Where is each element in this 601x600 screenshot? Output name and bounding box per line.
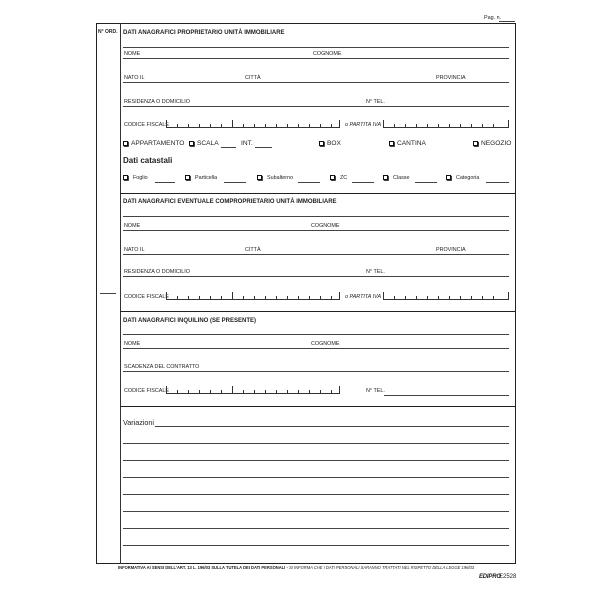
categoria-label: Categoria <box>456 175 480 181</box>
ord-header: N° ORD. <box>98 29 118 35</box>
s1-citta-label: CITTÀ <box>245 75 261 81</box>
negozio-checkbox[interactable] <box>473 141 478 146</box>
section1-divider <box>120 193 516 194</box>
page-number-label: Pag. n. <box>484 15 502 21</box>
footer-informativa-italic: SI INFORMA CHE I DATI PERSONALI SARANNO TRATTATI NEL RISPETTO DELLA LEGGE 196/03 <box>288 565 475 570</box>
foglio-checkbox[interactable] <box>123 175 128 180</box>
s3-cf-label: CODICE FISCALE <box>124 388 169 394</box>
s2-nome-cognome-line[interactable] <box>123 230 509 231</box>
s3-scadenza-line[interactable] <box>123 371 509 372</box>
s1-provincia-label: PROVINCIA <box>436 75 466 81</box>
section2-divider <box>120 311 516 312</box>
s1-cf-boxes[interactable] <box>166 121 340 128</box>
s2-piva-boxes[interactable] <box>383 293 509 300</box>
variazioni-line-6[interactable] <box>123 511 509 512</box>
cantina-checkbox[interactable] <box>389 141 394 146</box>
s3-tel-label: N° TEL. <box>366 388 385 394</box>
classe-line[interactable] <box>415 182 437 183</box>
box-checkbox[interactable] <box>319 141 324 146</box>
foglio-label: Foglio <box>133 175 148 181</box>
section3-divider <box>120 406 516 407</box>
variazioni-line-4[interactable] <box>123 477 509 478</box>
appartamento-checkbox[interactable] <box>123 141 128 146</box>
variazioni-label: Variazioni <box>123 418 155 427</box>
negozio-label: NEGOZIO <box>481 140 512 147</box>
s1-tel-label: N° TEL. <box>366 99 385 105</box>
s1-nato-citta-line[interactable] <box>123 82 509 83</box>
s1-residenza-line[interactable] <box>123 106 509 107</box>
s1-piva-label: o PARTITA IVA <box>345 122 382 128</box>
s2-nato-label: NATO IL <box>124 247 145 253</box>
int-line[interactable] <box>255 147 272 148</box>
product-code: E2528 <box>499 574 517 580</box>
s1-residenza-label: RESIDENZA O DOMICILIO <box>124 99 190 105</box>
s2-citta-label: CITTÀ <box>245 247 261 253</box>
variazioni-line-1[interactable] <box>155 426 509 427</box>
classe-label: Classe <box>393 175 410 181</box>
subalterno-checkbox[interactable] <box>257 175 262 180</box>
section3-title: DATI ANAGRAFICI INQUILINO (SE PRESENTE) <box>123 318 257 324</box>
s1-piva-boxes[interactable] <box>383 121 509 128</box>
ord-number-line[interactable] <box>100 293 116 294</box>
s2-tel-label: N° TEL. <box>366 269 385 275</box>
subalterno-label: Subalterno <box>267 175 294 181</box>
footer-informativa-bold: INFORMATIVA AI SENSI DELL'ART. 13 L. 196/03 SULLA TUTELA DEI DATI PERSONALI - <box>118 565 288 570</box>
s3-nome-cognome-line[interactable] <box>123 348 509 349</box>
s2-cognome-label: COGNOME <box>311 223 340 229</box>
zc-label: ZC <box>340 175 348 181</box>
s1-cognome-label: COGNOME <box>313 51 342 57</box>
foglio-line[interactable] <box>155 182 175 183</box>
page-number-line[interactable] <box>499 21 515 22</box>
scala-checkbox[interactable] <box>189 141 194 146</box>
s2-nato-citta-line[interactable] <box>123 254 509 255</box>
int-label: INT. <box>241 140 253 147</box>
scala-line[interactable] <box>221 147 236 148</box>
s2-residenza-label: RESIDENZA O DOMICILIO <box>124 269 190 275</box>
variazioni-line-3[interactable] <box>123 460 509 461</box>
s1-nome-cognome-line[interactable] <box>123 58 509 59</box>
s1-nato-label: NATO IL <box>124 75 145 81</box>
subalterno-line[interactable] <box>298 182 320 183</box>
footer-informativa <box>118 566 474 570</box>
particella-line[interactable] <box>224 182 246 183</box>
s2-piva-label: o PARTITA IVA <box>345 294 382 300</box>
classe-checkbox[interactable] <box>383 175 388 180</box>
s2-cf-label: CODICE FISCALE <box>124 294 169 300</box>
section2-title: DATI ANAGRAFICI EVENTUALE COMPROPRIETARIO UNITÀ IMMOBILIARE <box>123 199 337 205</box>
ord-column-divider <box>120 23 121 564</box>
zc-checkbox[interactable] <box>330 175 335 180</box>
section3-top-line <box>123 334 509 335</box>
s2-residenza-line[interactable] <box>123 276 509 277</box>
section2-top-line <box>123 216 509 217</box>
categoria-checkbox[interactable] <box>446 175 451 180</box>
variazioni-line-8[interactable] <box>123 545 509 546</box>
variazioni-line-7[interactable] <box>123 528 509 529</box>
s3-cf-boxes[interactable] <box>166 387 340 394</box>
variazioni-line-2[interactable] <box>123 443 509 444</box>
s3-scadenza-label: SCADENZA DEL CONTRATTO <box>124 364 200 370</box>
s1-cf-label: CODICE FISCALE <box>124 122 169 128</box>
s2-provincia-label: PROVINCIA <box>436 247 466 253</box>
section1-title: DATI ANAGRAFICI PROPRIETARIO UNITÀ IMMOBILIARE <box>123 30 285 36</box>
cantina-label: CANTINA <box>397 140 426 147</box>
s3-nome-label: NOME <box>124 341 141 347</box>
section1-top-line <box>123 47 509 48</box>
s2-cf-boxes[interactable] <box>166 293 340 300</box>
s3-tel-line[interactable] <box>384 395 509 396</box>
zc-line[interactable] <box>352 182 374 183</box>
appartamento-label: APPARTAMENTO <box>131 140 185 147</box>
s2-nome-label: NOME <box>124 223 141 229</box>
particella-checkbox[interactable] <box>185 175 190 180</box>
s1-nome-label: NOME <box>124 51 141 57</box>
s3-cognome-label: COGNOME <box>311 341 340 347</box>
box-label: BOX <box>327 140 341 147</box>
categoria-line[interactable] <box>486 182 509 183</box>
scala-label: SCALA <box>197 140 219 147</box>
particella-label: Particella <box>195 175 218 181</box>
catasto-title: Dati catastali <box>123 156 173 165</box>
brand-logo: EDIPRO <box>479 574 501 580</box>
variazioni-line-5[interactable] <box>123 494 509 495</box>
